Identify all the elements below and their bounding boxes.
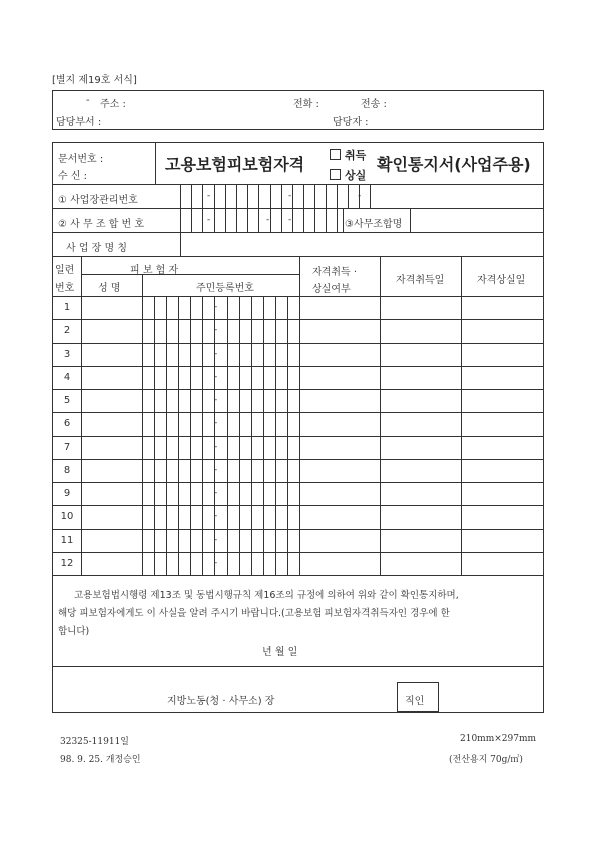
- resident-no-dash: -: [214, 325, 218, 336]
- row-divider: [52, 436, 544, 437]
- notice-line-1: 고용보험법시행령 제13조 및 동법시행규칙 제16조의 규정에 의하여 위와 같이 확인통지하며,: [74, 590, 459, 601]
- resident-col-divider: [299, 256, 300, 575]
- doc-no-label: 문서번호 :: [58, 154, 104, 165]
- union-no-dash: -: [207, 215, 211, 225]
- resident-no-dash: -: [214, 557, 218, 568]
- business-no-cell-divider: [214, 184, 215, 208]
- business-no-cell-divider: [191, 184, 192, 208]
- union-no-cell-divider: [236, 208, 237, 232]
- resident-no-dash: -: [214, 348, 218, 359]
- row-divider: [52, 505, 544, 506]
- status-header-bottom: 상실여부: [312, 284, 351, 295]
- resident-digit-divider: [190, 296, 191, 575]
- header-bottom-line: [52, 184, 544, 185]
- union-no-cell-divider: [247, 208, 248, 232]
- row-divider: [52, 529, 544, 530]
- union-no-cell-divider: [225, 208, 226, 232]
- person-label: 담당자 :: [333, 117, 369, 128]
- union-name-label: ③사무조합명: [345, 219, 403, 230]
- recipient-label: 수 신 :: [58, 171, 88, 182]
- serial-col-divider: [81, 256, 82, 575]
- loss-date-header: 자격상실일: [477, 275, 526, 286]
- phone-label: 전화 :: [293, 99, 319, 110]
- business-no-cell-divider: [303, 184, 304, 208]
- resident-no-dash: -: [214, 534, 218, 545]
- option-loss-label: 상실: [345, 169, 367, 182]
- union-no-dash: -: [288, 215, 292, 225]
- row-divider: [52, 482, 544, 483]
- row-number: 6: [63, 418, 71, 430]
- union-no-cell-divider: [258, 208, 259, 232]
- fax-label: 전송 :: [361, 99, 387, 110]
- resident-digit-divider: [154, 296, 155, 575]
- business-no-label: ① 사업장관리번호: [58, 195, 138, 206]
- union-no-dash: -: [266, 215, 270, 225]
- insured-sub-line: [81, 274, 299, 275]
- business-no-cell-divider: [314, 184, 315, 208]
- business-no-cell-divider: [247, 184, 248, 208]
- option-acquire-label: 취득: [345, 149, 367, 162]
- business-no-dash: -: [358, 191, 362, 201]
- business-no-cell-divider: [236, 184, 237, 208]
- union-no-cell-divider: [314, 208, 315, 232]
- notice-line-2: 해당 피보험자에게도 이 사실을 알려 주시기 바랍니다.(고용보험 피보험자격취득자인 경우에 한: [58, 608, 450, 619]
- union-no-cell-divider: [214, 208, 215, 232]
- business-row3-line: [52, 256, 544, 257]
- row-divider: [52, 343, 544, 344]
- serial-header-top: 일련: [55, 265, 75, 276]
- acquire-checkbox[interactable]: [330, 149, 341, 160]
- option-loss[interactable]: [330, 167, 366, 183]
- paper-size: 210mm×297mm: [460, 734, 537, 744]
- union-no-cell-divider: [270, 208, 271, 232]
- resident-digit-divider: [287, 296, 288, 575]
- business-no-cell-divider: [281, 184, 282, 208]
- form-id: [별지 제19호 서식]: [52, 75, 137, 86]
- business-no-cell-divider: [370, 184, 371, 208]
- business-no-dash: -: [207, 191, 211, 201]
- row-number: 7: [63, 441, 71, 453]
- notice-bottom-line: [52, 666, 544, 667]
- row-divider: [52, 459, 544, 460]
- resident-digit-divider: [227, 296, 228, 575]
- resident-no-dash: -: [214, 441, 218, 452]
- office-name: 지방노동(청 · 사무소) 장: [167, 696, 275, 707]
- business-no-cell-divider: [326, 184, 327, 208]
- resident-no-dash: -: [214, 418, 218, 429]
- row-divider: [52, 552, 544, 553]
- business-no-cell-divider: [270, 184, 271, 208]
- resident-no-dash: -: [214, 395, 218, 405]
- row-divider: [52, 389, 544, 390]
- business-no-cell-divider: [258, 184, 259, 208]
- address-dash: -: [86, 95, 90, 106]
- option-acquire[interactable]: [330, 147, 366, 163]
- row-number: 9: [63, 488, 71, 499]
- resident-digit-divider: [202, 296, 203, 575]
- union-no-cell-divider: [202, 208, 203, 232]
- form-code: 32325-11911일: [60, 737, 129, 747]
- resident-digit-divider: [178, 296, 179, 575]
- resident-no-dash: -: [214, 302, 218, 312]
- row-number: 1: [63, 302, 71, 313]
- business-no-dash: -: [288, 191, 292, 201]
- business-row2-line: [52, 232, 544, 233]
- seal-label: 직인: [405, 696, 425, 707]
- address-label: 주소 :: [100, 99, 126, 110]
- dept-label: 담당부서 :: [56, 117, 102, 128]
- resident-digit-divider: [166, 296, 167, 575]
- table-bottom-line: [52, 575, 544, 576]
- row-number: 8: [63, 464, 71, 476]
- name-header: 성 명: [98, 283, 121, 294]
- business-no-cell-divider: [225, 184, 226, 208]
- header-divider: [155, 142, 156, 184]
- union-no-cell-divider: [191, 208, 192, 232]
- resident-no-dash: -: [214, 488, 218, 498]
- resident-no-dash: -: [214, 371, 218, 382]
- resident-no-dash: -: [214, 511, 218, 522]
- business-row1-line: [52, 208, 544, 209]
- business-no-cell-divider: [348, 184, 349, 208]
- resident-digit-divider: [263, 296, 264, 575]
- row-number: 11: [60, 534, 74, 546]
- row-divider: [52, 366, 544, 367]
- business-label-divider: [180, 184, 181, 256]
- loss-checkbox[interactable]: [330, 169, 341, 180]
- serial-header-bottom: 번호: [55, 283, 75, 294]
- resident-digit-divider: [239, 296, 240, 575]
- business-name-label: 사 업 장 명 칭: [66, 243, 128, 254]
- resident-digit-divider: [214, 296, 218, 575]
- union-no-label: ② 사 무 조 합 번 호: [58, 219, 144, 230]
- row-number: 5: [63, 395, 71, 406]
- business-no-cell-divider: [202, 184, 203, 208]
- paper-type: (전산용지 70g/㎡): [449, 755, 523, 765]
- row-number: 12: [60, 557, 74, 569]
- union-no-cell-divider: [303, 208, 304, 232]
- notice-line-3: 합니다): [58, 626, 90, 637]
- union-name-value-divider: [410, 208, 411, 232]
- row-number: 4: [63, 371, 71, 383]
- resident-digit-divider: [275, 296, 276, 575]
- row-number: 3: [63, 348, 71, 360]
- insured-header: 피 보 험 자: [130, 265, 179, 276]
- acquire-col-divider: [461, 256, 462, 575]
- row-divider: [52, 319, 544, 320]
- resident-digit-divider: [251, 296, 252, 575]
- row-number: 10: [60, 511, 74, 523]
- approval-date: 98. 9. 25. 개정승인: [60, 755, 141, 765]
- union-no-cell-divider: [281, 208, 282, 232]
- acquire-date-header: 자격취득일: [396, 275, 445, 286]
- business-no-cell-divider: [292, 184, 293, 208]
- resident-no-dash: -: [214, 464, 218, 475]
- union-no-cell-divider: [292, 208, 293, 232]
- union-no-cell-divider: [337, 208, 338, 232]
- resident-no-header: 주민등록번호: [196, 283, 254, 294]
- title-right: 확인통지서(사업주용): [377, 155, 531, 174]
- row-divider: [52, 412, 544, 413]
- status-header-top: 자격취득 ·: [312, 267, 357, 278]
- table-header-bottom: [52, 296, 544, 297]
- title-left: 고용보험피보험자격: [165, 155, 305, 174]
- union-name-divider: [343, 208, 344, 232]
- date-line: 년 월 일: [262, 647, 298, 658]
- union-no-cell-divider: [326, 208, 327, 232]
- row-number: 2: [63, 325, 71, 337]
- status-col-divider: [380, 256, 381, 575]
- business-no-cell-divider: [337, 184, 338, 208]
